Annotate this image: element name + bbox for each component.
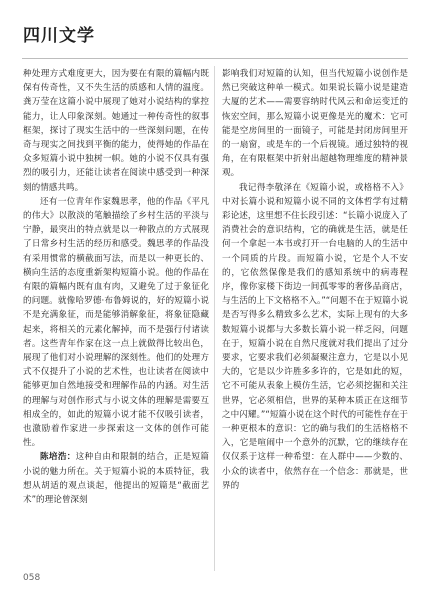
right-column — [222, 67, 408, 493]
paragraph-text: 这种自由和限制的结合，正是短篇小说的魅力所在。关于短篇小说的本质特征，我想从胡适的观点谈起，他提出的短篇是“截面艺术”的理论曾深刻 — [23, 452, 209, 506]
header-rule — [22, 58, 408, 59]
paragraph — [23, 450, 209, 507]
paragraph: 还有一位青年作家魏思孝，他的作品《平凡的伟大》以散淡的笔触描绘了乡村生活的平淡与宁静，最突出的特点就是以一种散点的方式展现了日常乡村生活的经历和感受。魏思孝的作品没有采用惯常的横截面写法，而是以一种更长的、横向生活的态度重新架构短篇小说。他的作品在有限的篇幅内既有血有肉，又避免了过于象征化的问题。就像哈罗德·布鲁姆说的，好的短篇小说不是充满象征，而是能够消解象征，将象征隐藏起来，将相关的元素化解掉，而不是强行付诸读者。这些青年作家在这一点上就做得比较出色，展现了他们对小说理解的深刻性。他们的处理方式不仅提升了小说的艺术性，也让读者在阅读中能够更加自然地接受和理解作品的内涵。对生活的理解与对创作形式与小说文体的理解是需要互相成全的，如此的短篇小说才能不仅吸引读者，也激励着作家进一步探索这一文体的创作可能性。 — [23, 196, 209, 449]
paragraph: 我记得李敬泽在《短篇小说，或格格不入》中对长篇小说和短篇小说不同的文体哲学有过精彩论述，这里想不住长段引述：“长篇小说庞入了消费社会的意识结构，它的确就是生活，就是任何一个拿起一本书或打开一台电脑的人的生活中一个同质的片段。而短篇小说，它是个人不安的，它依然保像是我们的感知系统中的病毒程序，像你家楼下街边一间孤零零的奢侈品商店，与生活的上下文格格不入。”“问题不在于短篇小说是否写得多么精致多么艺术，实际上现有的大多数短篇小说都与大多数长篇小说一样乏闷，问题在于，短篇小说在自然尺度就对我们提出了过分要求，它要求我们必须凝聚注意力，它是以小见大的，它是以少许胜多多许的，它是如此的短，它不可能从表象上模仿生活，它必须挖掘和关注世界，它必须相信，世界的某种本质正在这细节之中闪耀。”“短篇小说在这个时代的可能性存在于一种更根本的意识：它的确与我们的生活格格不入，它是喧闹中一个意外的沉默，它的继续存在仅仅系于这样一种希望：在人群中——少数的、小众的读者中，依然存在一个信念：那就是，世界的 — [222, 182, 408, 491]
paragraph: 种处理方式难度更大，因为要在有限的篇幅内既保有传奇性，又不失生活的质感和人情的温度。龚万莹在这篇小说中展现了她对小说结构的掌控能力，让人印象深刻。她通过一种传奇性的叙事框架，探讨了现实生活中的一些深刻问题，在传奇与现实之间找到平衡的能力，使得她的作品在众多短篇小说中独树一帜。她的小说不仅具有强烈的吸引力，还能让读者在阅读中感受到一种深刻的情感共鸣。 — [23, 69, 209, 193]
paragraph: 影响我们对短篇的认知，但当代短篇小说创作是然已突破这种单一模式。如果说长篇小说是建造大厦的艺术——需要容纳时代风云和命运变迁的恢宏空间，那么短篇小说更像是光的魔术：它可能是空房间里的一面镜子，可能是封闭房间里开的一扇窗，或是车的一个后视镜。通过独特的视角，在有限框架中折射出超越物理维度的精神景观。 — [222, 69, 408, 179]
magazine-logo: 四川文学 — [23, 26, 95, 46]
page-number: 058 — [23, 573, 41, 583]
speaker-name: 陈培浩： — [40, 452, 76, 463]
column-divider — [214, 66, 215, 571]
left-column — [23, 67, 209, 507]
